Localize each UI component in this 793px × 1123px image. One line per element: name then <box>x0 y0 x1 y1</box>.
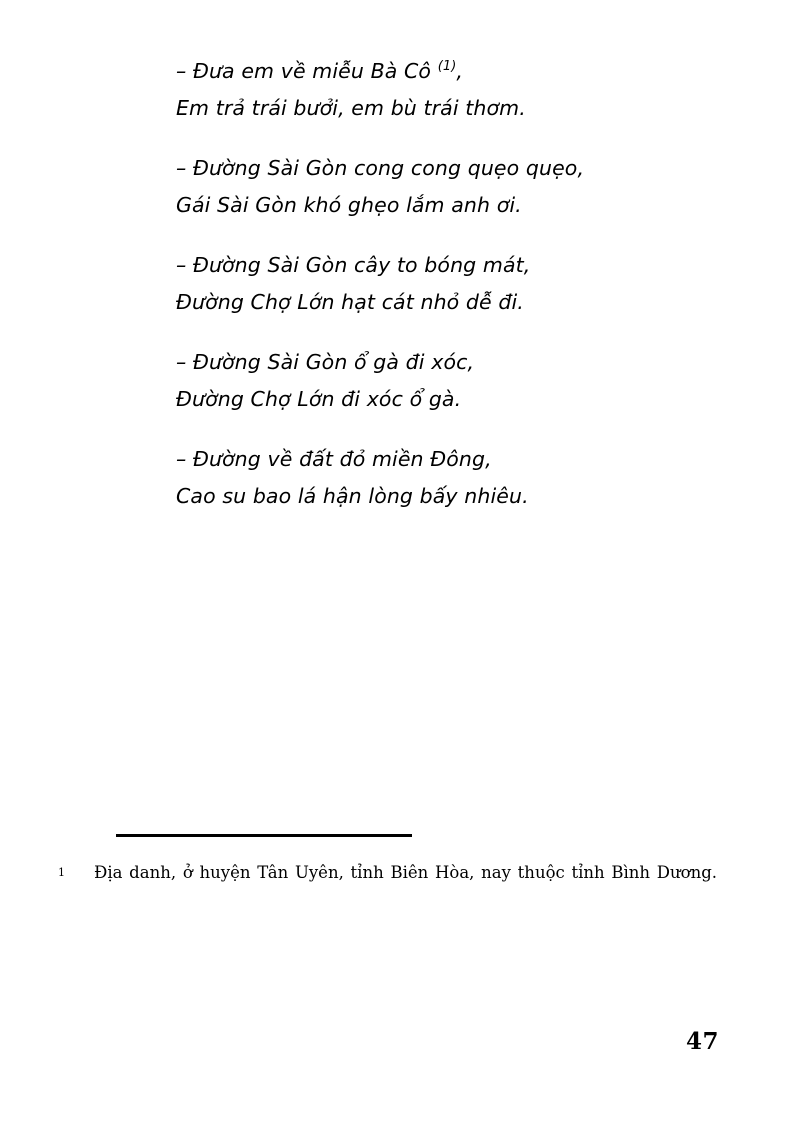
poem-line: Gái Sài Gòn khó ghẹo lắm anh ơi. <box>176 192 522 217</box>
poem-line: Cao su bao lá hận lòng bấy nhiêu. <box>176 483 529 508</box>
footnote-separator <box>116 834 412 837</box>
stanza <box>176 441 716 515</box>
poem-line: – Đường về đất đỏ miền Đông, <box>176 446 492 471</box>
poem-line: Em trả trái bưởi, em bù trái thơm. <box>176 95 526 120</box>
footnote-text: Địa danh, ở huyện Tân Uyên, tỉnh Biên Hòa, nay thuộc tỉnh Bình Dương. <box>94 863 718 882</box>
poem-line: – Đường Sài Gòn cong cong quẹo quẹo, <box>176 155 585 180</box>
poem-line: Đường Chợ Lớn hạt cát nhỏ dễ đi. <box>176 289 524 314</box>
footnote-reference[interactable]: (1) <box>437 59 457 74</box>
poem-line <box>176 48 716 90</box>
poem-line-text: – Đưa em về miễu Bà Cô <box>176 58 438 83</box>
poem-line: – Đường Sài Gòn ổ gà đi xóc, <box>176 349 475 374</box>
poem-body <box>176 48 716 515</box>
poem-line-tail: , <box>456 58 464 83</box>
poem-line: – Đường Sài Gòn cây to bóng mát, <box>176 252 531 277</box>
footnote-marker: 1 <box>58 866 65 879</box>
poem-line: Đường Chợ Lớn đi xóc ổ gà. <box>176 386 462 411</box>
stanza <box>176 247 716 321</box>
stanza <box>176 344 716 418</box>
stanza <box>176 150 716 224</box>
footnote <box>58 858 738 888</box>
stanza <box>176 48 716 127</box>
page-number: 47 <box>685 1028 719 1055</box>
